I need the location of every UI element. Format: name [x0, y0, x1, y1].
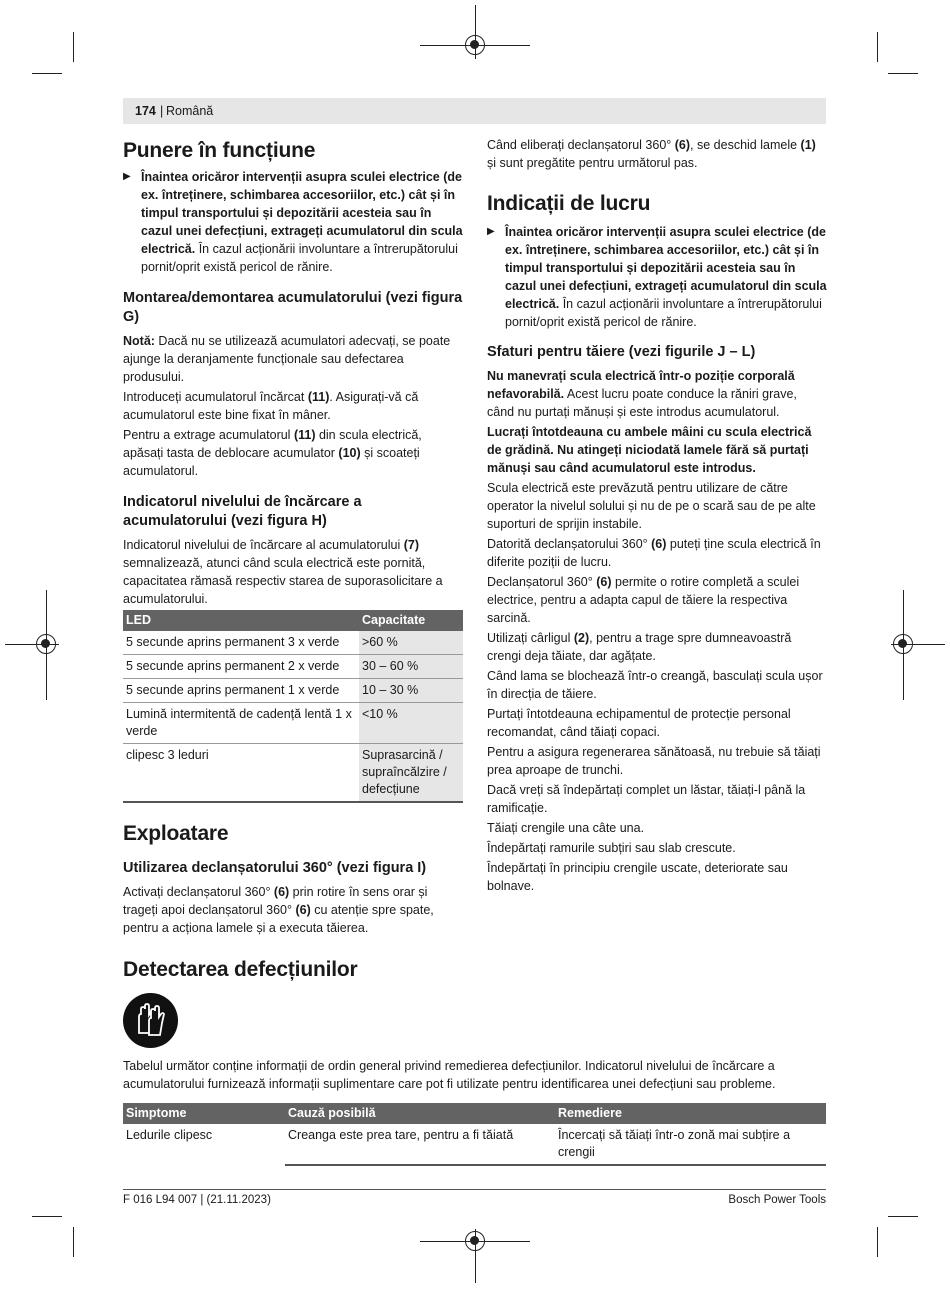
cell: 5 secunde aprins permanent 2 x verde [123, 655, 359, 679]
ref: (6) [651, 537, 667, 551]
utilizare-paragraph [123, 883, 463, 937]
text: și sunt pregătite pentru următorul pas. [487, 156, 698, 170]
ref: (6) [596, 575, 612, 589]
heading-montare: Montarea/demontarea acumulatorului (vezi figura G) [123, 290, 463, 325]
page-number: 174 [135, 104, 156, 118]
heading-sfaturi: Sfaturi pentru tăiere (vezi figurile J – L) [487, 344, 756, 360]
crop-mark [73, 32, 74, 62]
fault-table [123, 1103, 826, 1166]
text: Introduceți acumulatorul încărcat [123, 390, 308, 404]
cell: clipesc 3 leduri [123, 744, 359, 803]
text: , se deschid lamele [690, 138, 801, 152]
extract-paragraph [123, 426, 463, 480]
text: Indicatorul nivelului de încărcare al acumulatorului [123, 538, 404, 552]
paragraph [487, 573, 827, 627]
crop-mark [32, 1216, 62, 1217]
nota-text: Dacă nu se utilizează acumulatori adecvați, se poate ajunge la deranjamente funcționale sau defectarea produsului. [123, 334, 451, 384]
registration-mark-icon [36, 634, 56, 654]
cell: Lumină intermitentă de cadență lentă 1 x verde [123, 703, 359, 744]
cell: 5 secunde aprins permanent 1 x verde [123, 679, 359, 703]
gloves-icon [123, 993, 178, 1048]
text: și scoateți acumulatorul. [123, 446, 420, 478]
table-row [123, 679, 463, 703]
cell: Suprasarcină / supraîncălzire / defecțiune [359, 744, 463, 803]
footer-rule [123, 1189, 826, 1190]
table-row [123, 1124, 826, 1165]
text: Datorită declanșatorului 360° [487, 537, 652, 551]
col-simptome: Simptome [123, 1103, 285, 1124]
table-row [123, 744, 463, 803]
crop-mark [888, 1216, 918, 1217]
tip2-paragraph [487, 423, 827, 477]
cell: 10 – 30 % [359, 679, 463, 703]
cell: <10 % [359, 703, 463, 744]
col-led: LED [123, 610, 359, 631]
heading-exploatare: Exploatare [123, 822, 229, 845]
text: Când eliberați declanșatorul 360° [487, 138, 675, 152]
paragraph: Purtați întotdeauna echipamentul de protecție personal recomandat, când tăiați copaci. [487, 707, 791, 739]
footer-brand: Bosch Power Tools [728, 1194, 826, 1206]
nota-paragraph [123, 332, 463, 386]
table-row [123, 631, 463, 655]
text: Pentru a extrage acumulatorul [123, 428, 294, 442]
registration-mark-icon [465, 1231, 485, 1251]
crop-mark [877, 1227, 878, 1257]
ref: (6) [674, 138, 691, 152]
col-cauza: Cauză posibilă [285, 1103, 555, 1124]
text: semnalizează, atunci când scula electrică este pornită, capacitatea rămasă respectiv starea de suporasolicitare a acumulatorului. [123, 556, 443, 606]
paragraph [487, 535, 827, 571]
text: permite o rotire completă a sculei electrice, pentru a adapta capul de tăiere la respectiva sarcină. [487, 575, 800, 625]
cell: 30 – 60 % [359, 655, 463, 679]
fault-intro: Tabelul următor conține informații de ordin general privind remedierea defecțiunilor. Indicatorul nivelului de încărcare a acumulatorului furnizează informații suplimentare care pot fi utilizate pentru identificarea unei defecțiuni sau probleme. [123, 1059, 776, 1091]
header-language: Română [166, 104, 214, 118]
ref: (2) [573, 631, 590, 645]
ref: (7) [403, 538, 419, 552]
ref: (11) [293, 428, 316, 442]
warning-paragraph [487, 223, 827, 331]
header-separator: | [160, 104, 164, 118]
paragraph: Scula electrică este prevăzută pentru utilizare de către operator la nivelul solului și nu de pe o scară sau de pe alte suporturi de sprijin instabile. [487, 481, 816, 531]
ref: (6) [273, 885, 290, 899]
ref: (6) [295, 903, 311, 917]
text: . Asigurați-vă că acumulatorul este bine fixat în mâner. [123, 390, 419, 422]
right-column [487, 136, 827, 895]
text: Declanșatorul 360° [487, 575, 597, 589]
release-paragraph [487, 136, 827, 172]
insert-paragraph [123, 388, 463, 424]
cell: Creanga este prea tare, pentru a fi tăiată [285, 1124, 555, 1165]
paragraph: Îndepărtați în principiu crengile uscate, deteriorate sau bolnave. [487, 861, 788, 893]
paragraph: Tăiați crengile una câte una. [487, 821, 645, 835]
heading-detectare: Detectarea defecțiunilor [123, 958, 358, 981]
paragraph: Pentru a asigura regenerarea sănătoasă, nu trebuie să tăiați prea aproape de trunchi. [487, 745, 821, 777]
text: prin rotire în sens orar și trageți apoi declanșatorul 360° [123, 885, 428, 917]
paragraph: Când lama se blochează într-o creangă, basculați scula ușor în direcția de tăiere. [487, 669, 823, 701]
cell: Încercați să tăiați într-o zonă mai subțire a crengii [555, 1124, 826, 1165]
crop-mark [877, 32, 878, 62]
tip1-paragraph [487, 367, 827, 421]
bold-text: Nu manevrați scula electrică într-o poziție corporală nefavorabilă. [487, 369, 795, 401]
ref: (1) [800, 138, 816, 152]
ref: (10) [338, 446, 361, 460]
crop-mark [32, 73, 62, 74]
cell: 5 secunde aprins permanent 3 x verde [123, 631, 359, 655]
ref: (11) [307, 390, 330, 404]
text: puteți ține scula electrică în diferite poziții de lucru. [487, 537, 821, 569]
warning-bold: Înaintea oricăror intervenții asupra sculei electrice (de ex. întreținere, schimbarea accesoriilor, etc.) cât și în timpul transportului și depozitării acesteia sau în cazul unei defecțiuni, extrageți acumulatorul din scula electrică. [141, 170, 463, 256]
led-table [123, 610, 463, 803]
text: Acest lucru poate conduce la răniri grave, când nu purtați mănuși și este introdus acumulatorul. [487, 387, 797, 419]
table-row [123, 703, 463, 744]
left-column [123, 138, 463, 937]
heading-utilizare: Utilizarea declanșatorului 360° (vezi figura I) [123, 860, 427, 876]
warning-bold: Înaintea oricăror intervenții asupra sculei electrice (de ex. întreținere, schimbarea accesoriilor, etc.) cât și în timpul transportului și depozitării acesteia sau în cazul unei defecțiuni, extrageți acumulatorul din scula electrică. [505, 225, 827, 311]
table-header-row [123, 610, 463, 631]
cell: Ledurile clipesc [126, 1128, 213, 1142]
heading-punere: Punere în funcțiune [123, 139, 316, 162]
table-header-row [123, 1103, 826, 1124]
text: , pentru a trage spre dumneavoastră crengi deja tăiate, dar agățate. [487, 631, 792, 663]
nota-label: Notă: [123, 334, 155, 348]
registration-mark-icon [893, 634, 913, 654]
heading-indicator: Indicatorul nivelului de încărcare a acumulatorului (vezi figura H) [123, 494, 362, 529]
text: din scula electrică, apăsați tasta de deblocare acumulator [123, 428, 422, 460]
registration-mark-icon [465, 35, 485, 55]
footer-code: F 016 L94 007 | (21.11.2023) [123, 1194, 271, 1206]
heading-indicatii: Indicații de lucru [487, 192, 651, 215]
gloves-icon-svg [123, 993, 178, 1048]
paragraph [487, 629, 827, 665]
paragraph: Îndepărtați ramurile subțiri sau slab crescute. [487, 841, 736, 855]
warning-text: În cazul acționării involuntare a întrerupătorului pornit/oprit există pericol de rănire. [141, 242, 458, 274]
text: cu atenție spre spate, pentru a acționa lamele și a executa tăierea. [123, 903, 434, 935]
crop-mark [888, 73, 918, 74]
warning-paragraph [123, 168, 463, 276]
table-row [123, 655, 463, 679]
indicator-paragraph [123, 536, 463, 608]
col-remediere: Remediere [555, 1103, 826, 1124]
cell: >60 % [359, 631, 463, 655]
warning-text: În cazul acționării involuntare a întrerupătorului pornit/oprit există pericol de rănire. [505, 297, 822, 329]
col-capacitate: Capacitate [359, 610, 463, 631]
page-header [123, 98, 826, 124]
text: Utilizați cârligul [487, 631, 574, 645]
bold-text: Lucrați întotdeauna cu ambele mâini cu scula electrică de grădină. Nu atingeți niciodată lamele fără să purtați mănuși sau când acumulatorul este introdus. [487, 425, 812, 475]
crop-mark [73, 1227, 74, 1257]
paragraph: Dacă vreți să îndepărtați complet un lăstar, tăiați-l până la ramificație. [487, 783, 806, 815]
text: Activați declanșatorul 360° [123, 885, 274, 899]
